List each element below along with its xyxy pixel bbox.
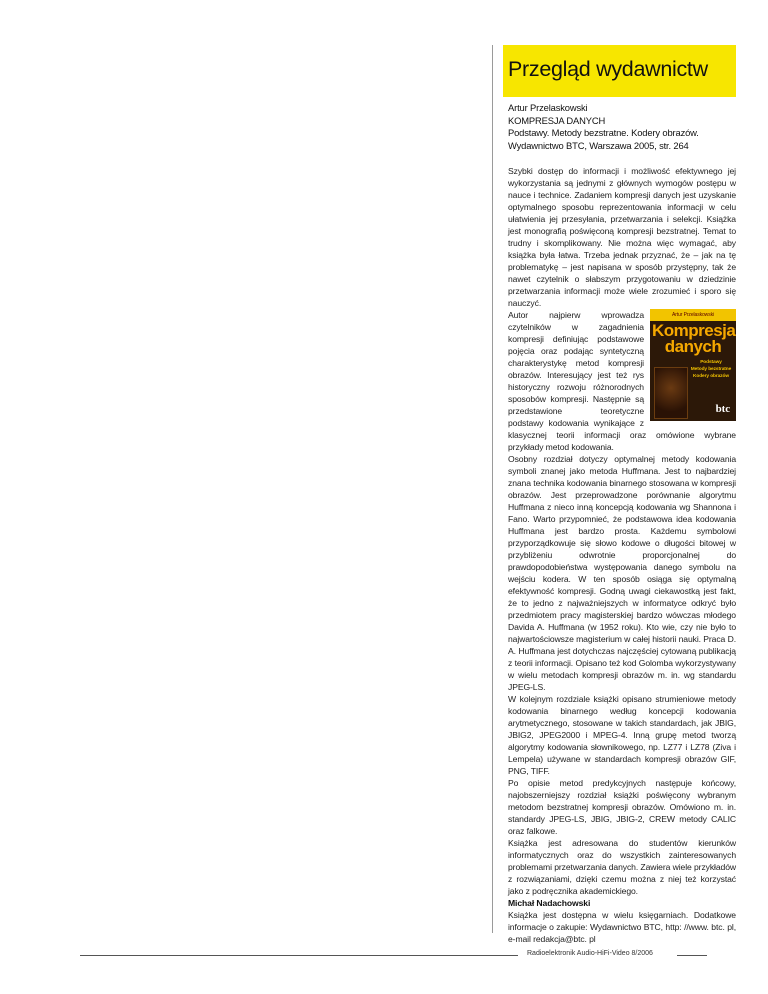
review-paragraph: Osobny rozdział dotyczy optymalnej metody kodowania symboli znanej jako metoda Huffmana. Jest to najbardziej znana technika kodowania binarnego stosowana w kompresji obrazów. Jest przeprowadzone porównanie algorytmu Huffmana z nieco inną koncepcją kodowania wg Shannona i Fano. Warto przypomnieć, że podstawowa idea kodowania Huffmana jest bardzo prosta. Każdemu symbolowi przyporządkowuje się słowo kodowe o długości bitowej w przybliżeniu odwrotnie proporcjonalnej do prawdopodobieństwa występowania danego symbolu na wejściu kodera. W ten sposób osiąga się optymalną efektywność kompresji. Godną uwagi ciekawostką jest fakt, że to jedno z najważniejszych w informatyce odkryć było przedmiotem pracy magisterskiej bardzo wówczas młodego Davida A. Huffmana (w 1952 roku). Kto wie, czy nie było to najwartościowsze magisterium w całej historii nauki. Praca D. A. Huffmana jest dotychczas najczęściej cytowaną publikacją z teorii informacji. Opisano też kod Golomba wykorzystywany w wielu metodach kompresji obrazów m. in. wg standardu JPEG-LS. — [508, 454, 736, 692]
review-paragraph: Szybki dostęp do informacji i możliwość efektywnego jej wykorzystania są jednymi z głównych wymogów postępu w nauce i technice. Zadaniem kompresji danych jest uzyskanie optymalnego sposobu reprezentowania informacji w celu ułatwienia jej przesyłania, przetwarzania i selekcji. Książka jest monografią poświęconą kompresji bezstratnej. Temat to trudny i skomplikowany. Nie można więc wymagać, aby książka była łatwa. Trzeba jednak przyznać, że – jak na tę problematykę – jest napisana w sposób przystępny, tak że nawet czytelnik o słabszym przygotowaniu w dziedzinie przetwarzania informacji może wiele zrozumieć i sporo się nauczyć. — [508, 166, 736, 308]
cover-title: Kompresja danych — [652, 321, 736, 356]
book-subtitle: Podstawy. Metody bezstratne. Kodery obrazów. — [508, 127, 699, 139]
review-paragraph: W kolejnym rozdziale książki opisano strumieniowe metody kodowania binarnego według koncepcji kodowania arytmetycznego, stosowane w takich standardach, jak JBIG, JBIG2, JPEG2000 i MPEG-4. Inną grupę metod tworzą algorytmy kodowania słownikowego, np. LZ77 i LZ78 (Ziva i Lempela) używane w standardach kompresji obrazów GIF, PNG, TIFF. — [508, 694, 736, 776]
book-author: Artur Przelaskowski — [508, 102, 588, 113]
column-divider-line — [492, 45, 493, 933]
section-title: Przegląd wydawnictw — [508, 57, 708, 81]
review-paragraph: Książka jest adresowana do studentów kierunków informatycznych oraz do wszystkich zainteresowanych problemami przetwarzania danych. Zawiera wiele przykładów z rozwiązaniami, dzięki czemu można z niej też korzystać jako z podręcznika akademickiego. — [508, 838, 736, 896]
review-body — [508, 165, 736, 945]
footer-rule — [677, 955, 707, 956]
book-title: KOMPRESJA DANYCH — [508, 114, 606, 126]
section-header — [503, 45, 736, 97]
publisher-logo: btc — [715, 403, 730, 415]
footer-rule — [80, 955, 518, 956]
review-paragraph: Po opisie metod predykcyjnych następuje końcowy, najobszerniejszy rozdział książki poświęcony wybranym metodom bezstratnej kompresji obrazów. Omówiono m. in. standardy JPEG-LS, JBIG, JBIG-2, CREW metody CALIC oraz falkowe. — [508, 778, 736, 836]
review-paragraph: Autor najpierw wprowadza czytelników w zagadnienia kompresji definiując podstawowe pojęcia oraz podając syntetyczną charakterystykę metod kompresji obrazów. Interesujący jest też rys historyczny rozwoju różnorodnych sposobów kompresji. Następnie są przedstawione teoretyczne podstawy kodowania wynikające z klasycznej teorii informacji oraz omówione wybrane przykłady metod kodowania. — [508, 310, 736, 452]
review-signature: Michał Nadachowski — [508, 898, 591, 908]
book-publisher: Wydawnictwo BTC, Warszawa 2005, str. 264 — [508, 139, 689, 151]
footer-publication: Radioelektronik Audio-HiFi-Video 8/2006 — [527, 950, 653, 957]
book-cover-image — [650, 309, 736, 421]
cover-author: Artur Przelaskowski — [650, 309, 736, 321]
cover-subtitle: Podstawy Metody bezstratne Kodery obrazów — [690, 360, 732, 379]
book-metadata — [508, 102, 736, 152]
review-paragraph: Książka jest dostępna w wielu księgarniach. Dodatkowe informacje o zakupie: Wydawnictwo BTC, http: //www. btc. pl, e-mail redakcja@btc. pl — [508, 910, 736, 944]
cover-artwork — [654, 367, 688, 419]
